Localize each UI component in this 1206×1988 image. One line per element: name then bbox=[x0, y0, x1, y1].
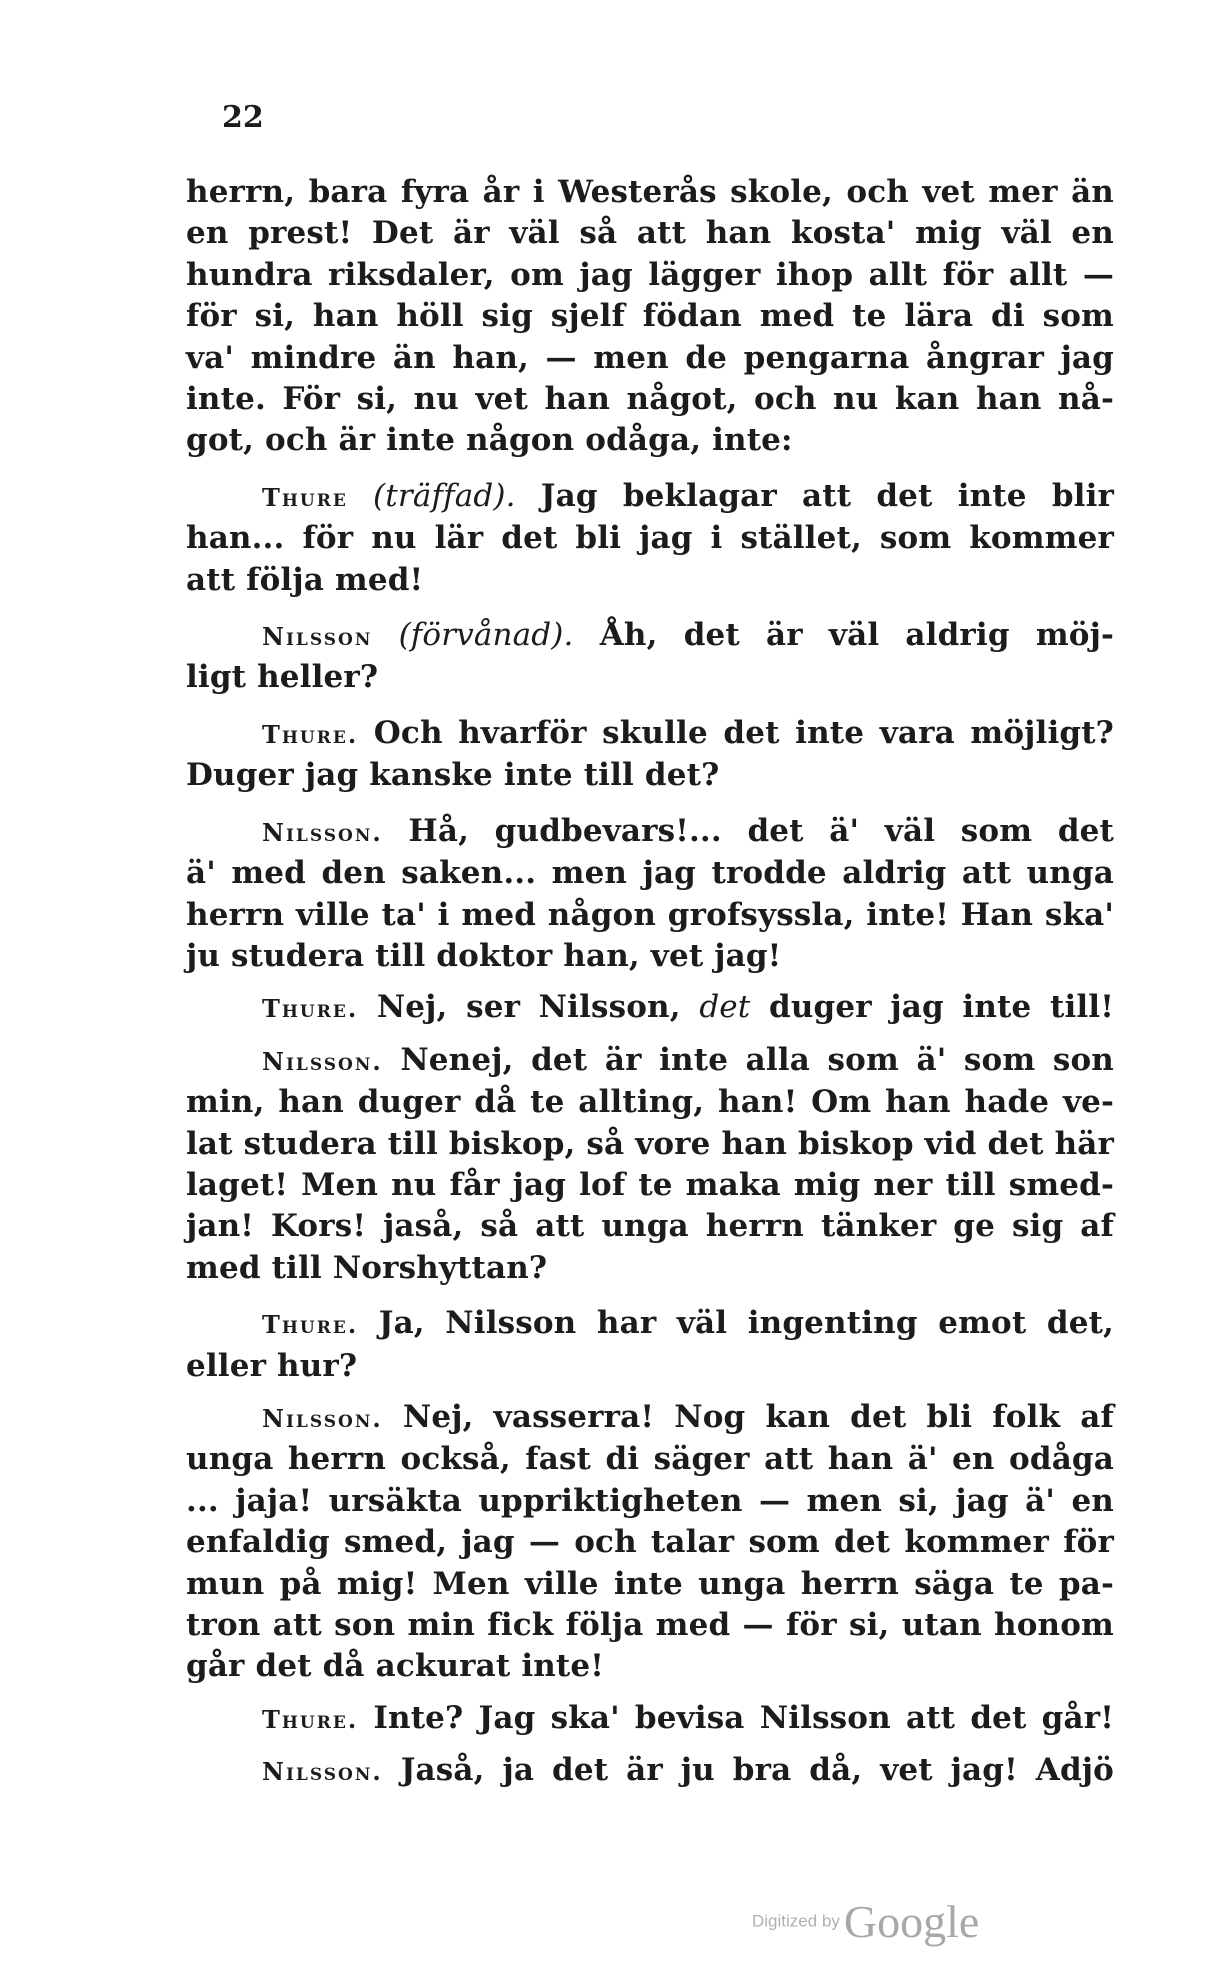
speech-nilsson-5 bbox=[186, 1750, 1114, 1792]
speech-text: Och hvarför skulle det inte vara möjligt? bbox=[373, 714, 1114, 751]
text-line: herrn ville ta' i med någon grofsyssla, inte! Han ska' bbox=[186, 896, 1114, 933]
speech-thure-2 bbox=[186, 713, 1114, 755]
text-line: han... för nu lär det bli jag i stället, som kommer bbox=[186, 520, 1114, 557]
text-line: ... jaja! ursäkta uppriktigheten — men si, jag ä' en bbox=[186, 1482, 1114, 1519]
speech-nilsson-3 bbox=[186, 1040, 1114, 1082]
text-line: en prest! Det är väl så att han kosta' mig väl en bbox=[186, 215, 1114, 252]
speech-text: Åh, det är väl aldrig möj- bbox=[599, 617, 1114, 654]
text-line: går det då ackurat inte! bbox=[186, 1648, 605, 1685]
speech-nilsson-4 bbox=[186, 1397, 1114, 1439]
text-line: min, han duger då te allting, han! Om han hade ve- bbox=[186, 1084, 1114, 1121]
text-line: mun på mig! Men ville inte unga herrn säga te pa- bbox=[186, 1565, 1114, 1602]
text-line: ligt heller? bbox=[186, 659, 379, 696]
text-line: tron att son min fick följa med — för si, utan honom bbox=[186, 1607, 1114, 1643]
speech-thure-5 bbox=[186, 1698, 1114, 1740]
text-line: got, och är inte någon odåga, inte: bbox=[186, 422, 793, 459]
page-text bbox=[186, 172, 1114, 1793]
text-line: ä' med den saken... men jag trodde aldrig att unga bbox=[186, 855, 1114, 892]
speaker-name: Thure. bbox=[262, 994, 359, 1024]
digitized-by-label: Digitized by bbox=[752, 1911, 840, 1931]
speech-nilsson-2 bbox=[186, 811, 1114, 853]
text-line: enfaldig smed, jag — och talar som det kommer för bbox=[186, 1524, 1114, 1561]
google-logo: Google bbox=[843, 1896, 980, 1947]
speaker-name: Thure bbox=[262, 482, 348, 512]
page-number: 22 bbox=[222, 100, 264, 135]
stage-direction: (träffad). bbox=[373, 477, 516, 514]
speech-text: Hå, gudbevars!... det ä' väl som det bbox=[408, 812, 1114, 849]
speaker-name: Nilsson. bbox=[262, 817, 383, 847]
speaker-name: Thure. bbox=[262, 1310, 359, 1340]
speech-thure-4 bbox=[186, 1303, 1114, 1345]
speaker-name: Nilsson. bbox=[262, 1403, 383, 1433]
text-line: hundra riksdaler, om jag lägger ihop allt för allt — bbox=[186, 256, 1114, 293]
emphasis-text: det bbox=[699, 989, 751, 1026]
speaker-name: Thure. bbox=[262, 1704, 359, 1734]
speech-text: Ja, Nilsson har väl ingenting emot det, bbox=[378, 1305, 1114, 1342]
speaker-name: Thure. bbox=[262, 719, 359, 749]
speech-text: Inte? Jag ska' bevisa Nilsson att det går! bbox=[373, 1699, 1114, 1736]
speech-text: Nej, ser Nilsson, bbox=[376, 989, 681, 1026]
text-line: unga herrn också, fast di säger att han ä' en odåga bbox=[186, 1441, 1114, 1478]
text-line: ju studera till doktor han, vet jag! bbox=[186, 937, 782, 974]
text-line: lat studera till biskop, så vore han biskop vid det här bbox=[186, 1125, 1114, 1162]
text-line: laget! Men nu får jag lof te maka mig ner till smed- bbox=[186, 1166, 1114, 1203]
text-line: med till Norshyttan? bbox=[186, 1249, 548, 1286]
text-line: Duger jag kanske inte till det? bbox=[186, 757, 720, 794]
text-line: jan! Kors! jaså, så att unga herrn tänker ge sig af bbox=[186, 1208, 1114, 1245]
speech-thure-1 bbox=[186, 476, 1114, 518]
stage-direction: (förvånad). bbox=[398, 617, 574, 654]
text-line: inte. För si, nu vet han något, och nu kan han nå- bbox=[186, 381, 1114, 418]
speech-nilsson-1 bbox=[186, 615, 1114, 657]
speech-text: duger jag inte till! bbox=[769, 989, 1114, 1026]
speech-text: Nenej, det är inte alla som ä' som son bbox=[400, 1041, 1114, 1078]
text-line: herrn, bara fyra år i Westerås skole, och vet mer än bbox=[186, 174, 1114, 210]
speaker-name: Nilsson. bbox=[262, 1046, 383, 1076]
speech-text: Nej, vasserra! Nog kan det bli folk af bbox=[402, 1398, 1114, 1435]
speaker-name: Nilsson bbox=[262, 622, 373, 652]
text-line: eller hur? bbox=[186, 1347, 358, 1384]
text-line: va' mindre än han, — men de pengarna ångrar jag bbox=[186, 339, 1114, 376]
digitized-by-google-watermark bbox=[752, 1895, 979, 1948]
text-line: att följa med! bbox=[186, 561, 424, 598]
speech-text: Jag beklagar att det inte blir bbox=[540, 477, 1114, 514]
speaker-name: Nilsson. bbox=[262, 1757, 383, 1787]
speech-thure-3 bbox=[186, 987, 1114, 1029]
text-line: för si, han höll sig sjelf födan med te lära di som bbox=[186, 298, 1114, 335]
speech-text: Jaså, ja det är ju bra då, vet jag! Adjö bbox=[400, 1752, 1114, 1789]
